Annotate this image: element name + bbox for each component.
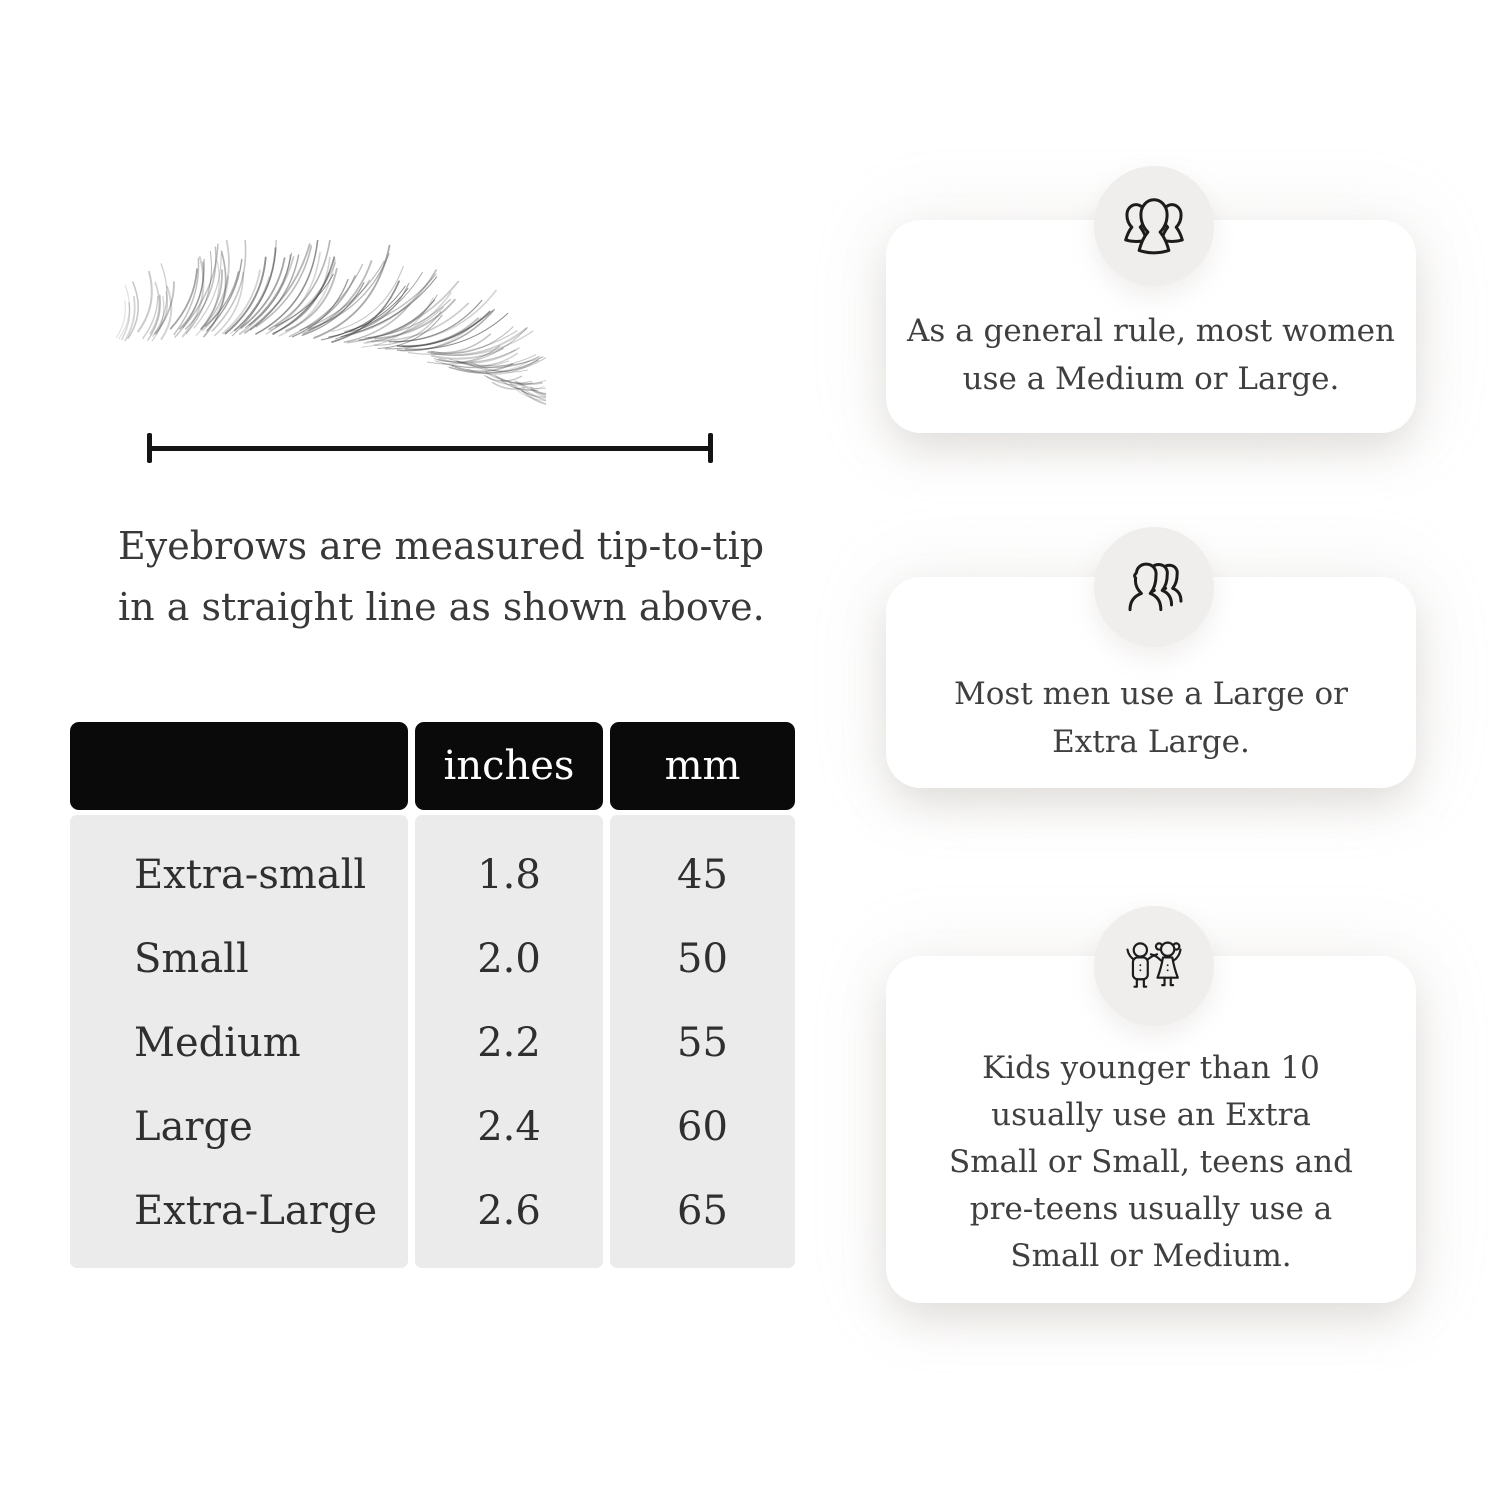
table-row-mm: 45 xyxy=(677,852,728,898)
measurement-line-right-tick xyxy=(708,433,713,463)
table-row-label: Medium xyxy=(134,1020,301,1066)
kids-card-line-5: Small or Medium. xyxy=(1010,1238,1292,1275)
kids-card-line-2: usually use an Extra xyxy=(991,1096,1311,1133)
men-group-icon xyxy=(1115,548,1193,626)
caption-line-2: in a straight line as shown above. xyxy=(118,584,765,629)
table-row-inches: 2.0 xyxy=(477,936,541,982)
women-card-line-2: use a Medium or Large. xyxy=(962,360,1340,397)
table-header-mm xyxy=(610,722,795,810)
table-row-label: Extra-Large xyxy=(134,1188,378,1234)
table-row-inches: 2.2 xyxy=(477,1020,541,1066)
men-card-line-1: Most men use a Large or xyxy=(953,676,1348,713)
kids-card-line-1: Kids younger than 10 xyxy=(982,1049,1320,1086)
table-header-inches-label: inches xyxy=(443,743,575,789)
table-row-label: Extra-small xyxy=(134,852,367,898)
men-card-line-2: Extra Large. xyxy=(1052,723,1250,760)
table-row-mm: 55 xyxy=(677,1020,728,1066)
men-icon-circle xyxy=(1094,527,1214,647)
women-icon-circle xyxy=(1094,166,1214,286)
table-header-inches xyxy=(415,722,603,810)
eyebrow-sketch-svg xyxy=(110,240,546,406)
table-row-label: Large xyxy=(134,1104,253,1150)
table-row-mm: 65 xyxy=(677,1188,728,1234)
caption-line-1: Eyebrows are measured tip-to-tip xyxy=(118,524,765,568)
measurement-line-bar xyxy=(152,446,708,451)
table-row-label: Small xyxy=(134,936,249,982)
table-header-mm-label: mm xyxy=(664,743,741,789)
table-row-inches: 1.8 xyxy=(477,852,541,898)
table-row-mm: 50 xyxy=(677,936,728,982)
kids-card-line-3: Small or Small, teens and xyxy=(949,1143,1353,1180)
measurement-line xyxy=(147,433,713,463)
table-header-size xyxy=(70,722,408,810)
kids-card-line-4: pre-teens usually use a xyxy=(969,1191,1333,1228)
eyebrow-illustration xyxy=(110,240,546,406)
table-row-inches: 2.4 xyxy=(477,1104,541,1150)
table-rows xyxy=(70,815,795,1253)
measurement-caption xyxy=(118,516,765,638)
table-row-mm: 60 xyxy=(677,1104,728,1150)
kids-icon-circle xyxy=(1094,906,1214,1026)
table-row-inches: 2.6 xyxy=(477,1188,541,1234)
children-icon xyxy=(1115,927,1193,1005)
women-card-line-1: As a general rule, most women xyxy=(907,313,1395,350)
women-group-icon xyxy=(1115,187,1193,265)
